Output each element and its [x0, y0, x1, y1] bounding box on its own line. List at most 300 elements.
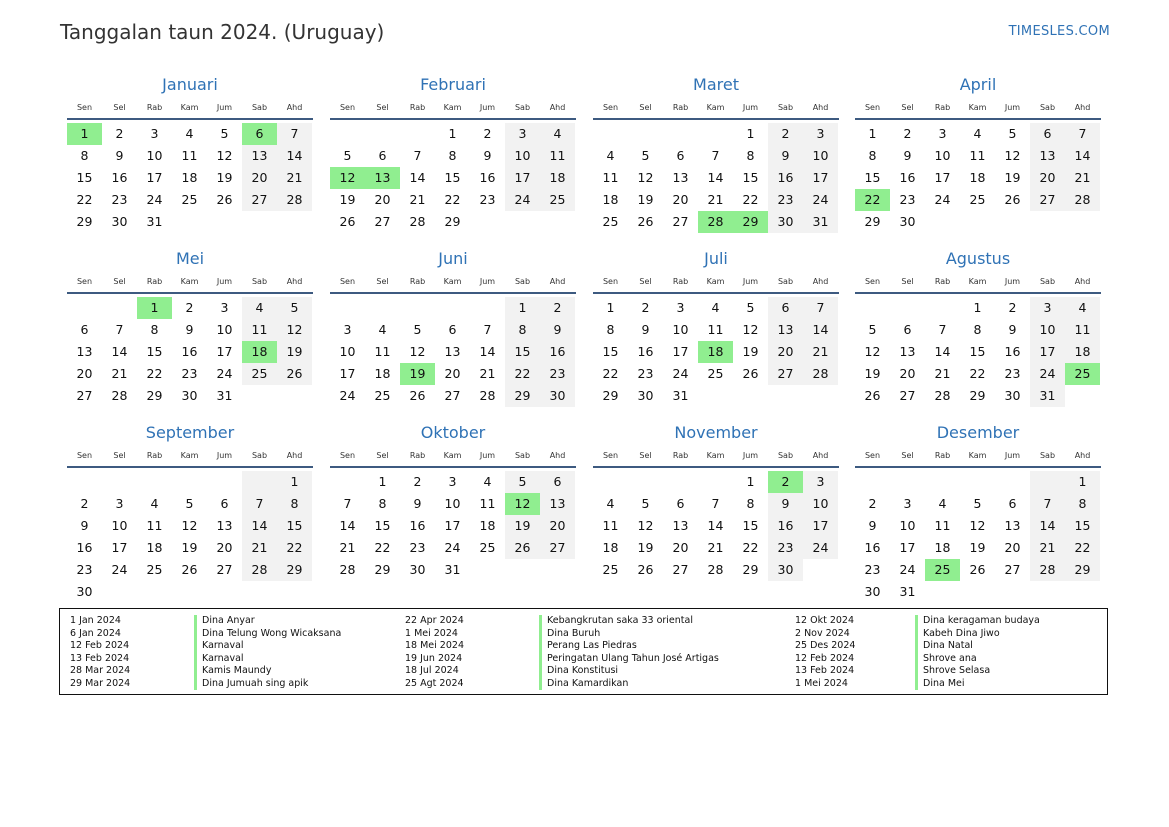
holiday-dates-column	[70, 615, 130, 690]
weekday-label: Jum	[742, 103, 759, 112]
month-name: Agustus	[945, 249, 1011, 268]
day-cell: 11	[934, 518, 951, 533]
holiday-name: Karnaval	[194, 653, 341, 666]
holiday-date: 2 Nov 2024	[795, 627, 850, 639]
day-cell: 29	[969, 388, 986, 403]
holiday-date: 19 Jun 2024	[405, 652, 463, 664]
day-cell: 9	[768, 493, 803, 515]
day-cell: 16	[637, 344, 654, 359]
empty-cell	[242, 581, 277, 603]
day-cell: 16	[899, 170, 916, 185]
day-cell: 9	[185, 322, 194, 337]
day-cell: 3	[676, 300, 685, 315]
day-cell: 23	[409, 540, 426, 555]
day-cell: 31	[899, 584, 916, 599]
weekday-label: Sab	[514, 277, 531, 286]
day-cell: 7	[343, 496, 352, 511]
holiday-name: Kebangkrutan saka 33 oriental	[539, 615, 719, 628]
day-cell: 22	[602, 366, 619, 381]
day-cell: 2	[413, 474, 422, 489]
month-juli	[593, 246, 839, 407]
weekday-label: Jum	[479, 103, 496, 112]
day-cell: 28	[339, 562, 356, 577]
day-cell: 10	[339, 344, 356, 359]
empty-cell	[172, 471, 207, 493]
day-cell: 30	[111, 214, 128, 229]
day-cell: 26	[181, 562, 198, 577]
month-name: Januari	[162, 75, 218, 94]
day-cell: 25	[969, 192, 986, 207]
day-cell: 28	[934, 388, 951, 403]
day-cell: 26	[864, 388, 881, 403]
day-cell: 20	[672, 192, 689, 207]
empty-cell	[102, 581, 137, 603]
day-cell: 27	[216, 562, 233, 577]
empty-cell	[733, 385, 768, 407]
day-cell: 5	[641, 496, 650, 511]
day-cell: 4	[938, 496, 947, 511]
weekday-label: Jum	[216, 103, 233, 112]
day-cell: 14	[803, 319, 838, 341]
weekday-label: Sab	[514, 103, 531, 112]
day-cell: 15	[76, 170, 93, 185]
day-cell: 8	[868, 148, 877, 163]
holiday-names-column	[915, 615, 1040, 690]
day-cell: 17	[934, 170, 951, 185]
day-cell: 26	[637, 562, 654, 577]
holiday-date: 29 Mar 2024	[70, 677, 131, 689]
month-name: Oktober	[420, 423, 486, 442]
weekday-header	[855, 98, 1101, 120]
day-cell: 26	[277, 363, 312, 385]
empty-cell	[995, 581, 1030, 603]
day-cell: 15	[374, 518, 391, 533]
empty-cell	[925, 581, 960, 603]
day-cell: 21	[934, 366, 951, 381]
day-cell: 9	[903, 148, 912, 163]
day-cell: 6	[1030, 123, 1065, 145]
weekday-label: Kam	[443, 277, 462, 286]
empty-cell	[698, 123, 733, 145]
day-cell: 30	[768, 559, 803, 581]
day-cell: 9	[483, 148, 492, 163]
day-cell: 2	[1008, 300, 1017, 315]
day-cell: 31	[803, 211, 838, 233]
day-cell: 7	[483, 322, 492, 337]
month-agustus	[855, 246, 1101, 407]
weekday-label: Jum	[1004, 103, 1021, 112]
day-cell: 12	[216, 148, 233, 163]
day-cell: 5	[343, 148, 352, 163]
day-cell: 19	[742, 344, 759, 359]
day-cell: 7	[115, 322, 124, 337]
day-cell: 7	[413, 148, 422, 163]
day-cell: 16	[76, 540, 93, 555]
month-februari	[330, 72, 576, 233]
holiday-day-cell: 1	[137, 297, 172, 319]
day-cell: 10	[444, 496, 461, 511]
day-cell: 31	[1030, 385, 1065, 407]
day-cell: 24	[505, 189, 540, 211]
weekday-label: Ahd	[549, 277, 566, 286]
empty-cell	[67, 297, 102, 319]
day-cell: 1	[378, 474, 387, 489]
weekday-header	[855, 446, 1101, 468]
day-cell: 26	[637, 214, 654, 229]
day-cell: 6	[676, 148, 685, 163]
day-cell: 25	[242, 363, 277, 385]
weekday-label: Jum	[479, 277, 496, 286]
day-cell: 11	[540, 145, 575, 167]
day-cell: 16	[540, 341, 575, 363]
day-cell: 28	[1030, 559, 1065, 581]
empty-cell	[470, 297, 505, 319]
day-cell: 26	[216, 192, 233, 207]
empty-cell	[172, 581, 207, 603]
day-cell: 28	[803, 363, 838, 385]
day-cell: 27	[899, 388, 916, 403]
weekday-header	[330, 98, 576, 120]
day-cell: 19	[637, 192, 654, 207]
month-maret	[593, 72, 839, 233]
holiday-day-cell: 2	[768, 471, 803, 493]
day-cell: 18	[1065, 341, 1100, 363]
day-cell: 18	[602, 192, 619, 207]
day-cell: 3	[115, 496, 124, 511]
day-cell: 25	[181, 192, 198, 207]
month-name: Juni	[438, 249, 468, 268]
day-cell: 15	[742, 170, 759, 185]
day-cell: 23	[637, 366, 654, 381]
day-cell: 24	[672, 366, 689, 381]
holiday-date: 25 Agt 2024	[405, 677, 464, 689]
day-cell: 15	[969, 344, 986, 359]
day-cell: 4	[378, 322, 387, 337]
day-cell: 28	[707, 562, 724, 577]
day-cell: 8	[277, 493, 312, 515]
day-cell: 17	[803, 167, 838, 189]
holiday-day-cell: 12	[505, 493, 540, 515]
holiday-day-cell: 22	[855, 189, 890, 211]
weekday-header	[67, 98, 313, 120]
weekday-label: Sen	[864, 451, 881, 460]
day-cell: 27	[444, 388, 461, 403]
holiday-name: Dina Natal	[915, 640, 1040, 653]
day-cell: 3	[803, 471, 838, 493]
holiday-day-cell: 18	[242, 341, 277, 363]
day-cell: 26	[742, 366, 759, 381]
day-cell: 18	[181, 170, 198, 185]
holiday-date: 28 Mar 2024	[70, 665, 131, 676]
day-cell: 30	[768, 211, 803, 233]
day-cell: 7	[1030, 493, 1065, 515]
month-name: September	[145, 423, 235, 442]
day-cell: 10	[803, 493, 838, 515]
day-cell: 22	[505, 363, 540, 385]
empty-cell	[803, 559, 838, 581]
weekday-label: Kam	[968, 451, 987, 460]
day-cell: 4	[973, 126, 982, 141]
weekday-label: Rab	[146, 277, 163, 286]
empty-cell	[277, 385, 312, 407]
day-cell: 1	[746, 126, 755, 141]
day-cell: 13	[672, 170, 689, 185]
empty-cell	[1065, 385, 1100, 407]
day-cell: 14	[242, 515, 277, 537]
day-cell: 3	[448, 474, 457, 489]
day-cell: 25	[602, 562, 619, 577]
day-cell: 3	[220, 300, 229, 315]
empty-cell	[803, 385, 838, 407]
weekday-label: Jum	[1004, 451, 1021, 460]
day-cell: 23	[768, 537, 803, 559]
day-cell: 22	[76, 192, 93, 207]
day-cell: 7	[938, 322, 947, 337]
empty-cell	[1030, 211, 1065, 233]
day-cell: 14	[707, 518, 724, 533]
empty-cell	[277, 581, 312, 603]
day-cell: 7	[711, 148, 720, 163]
day-cell: 12	[409, 344, 426, 359]
holiday-name: Perang Las Piedras	[539, 640, 719, 653]
day-cell: 2	[641, 300, 650, 315]
day-cell: 20	[768, 341, 803, 363]
empty-cell	[960, 471, 995, 493]
day-cell: 4	[711, 300, 720, 315]
day-cell: 14	[934, 344, 951, 359]
day-cell: 28	[479, 388, 496, 403]
days-grid	[330, 297, 576, 407]
day-cell: 21	[1030, 537, 1065, 559]
holiday-names-column	[539, 615, 719, 690]
day-cell: 24	[444, 540, 461, 555]
day-cell: 14	[479, 344, 496, 359]
empty-cell	[102, 297, 137, 319]
day-cell: 30	[409, 562, 426, 577]
empty-cell	[505, 211, 540, 233]
holiday-name: Dina Jumuah sing apik	[194, 678, 341, 691]
holiday-day-cell: 18	[698, 341, 733, 363]
holiday-date: 12 Feb 2024	[70, 640, 130, 651]
weekday-header	[330, 446, 576, 468]
day-cell: 4	[540, 123, 575, 145]
day-cell: 23	[181, 366, 198, 381]
day-cell: 23	[111, 192, 128, 207]
weekday-label: Sab	[514, 451, 531, 460]
day-cell: 12	[637, 518, 654, 533]
weekday-label: Sen	[339, 277, 356, 286]
day-cell: 22	[277, 537, 312, 559]
weekday-label: Sab	[1039, 451, 1056, 460]
weekday-label: Rab	[672, 103, 689, 112]
day-cell: 7	[711, 496, 720, 511]
holiday-day-cell: 1	[67, 123, 102, 145]
day-cell: 26	[339, 214, 356, 229]
day-cell: 6	[903, 322, 912, 337]
day-cell: 7	[277, 123, 312, 145]
day-cell: 16	[768, 515, 803, 537]
day-cell: 29	[505, 385, 540, 407]
empty-cell	[365, 123, 400, 145]
day-cell: 12	[1004, 148, 1021, 163]
empty-cell	[330, 123, 365, 145]
day-cell: 17	[899, 540, 916, 555]
day-cell: 2	[768, 123, 803, 145]
day-cell: 23	[540, 363, 575, 385]
weekday-label: Ahd	[549, 451, 566, 460]
day-cell: 20	[540, 515, 575, 537]
day-cell: 8	[746, 148, 755, 163]
holiday-date: 1 Mei 2024	[795, 677, 848, 689]
weekday-label: Sen	[864, 277, 881, 286]
day-cell: 10	[505, 145, 540, 167]
day-cell: 13	[1030, 145, 1065, 167]
day-cell: 22	[146, 366, 163, 381]
weekday-label: Sen	[602, 103, 619, 112]
day-cell: 14	[339, 518, 356, 533]
month-name: Februari	[420, 75, 486, 94]
holiday-name: Shrove Selasa	[915, 665, 1040, 678]
holiday-name: Dina Mei	[915, 678, 1040, 691]
weekday-label: Sen	[76, 103, 93, 112]
empty-cell	[330, 471, 365, 493]
empty-cell	[698, 385, 733, 407]
day-cell: 12	[277, 319, 312, 341]
day-cell: 2	[185, 300, 194, 315]
day-cell: 4	[242, 297, 277, 319]
empty-cell	[505, 559, 540, 581]
weekday-label: Kam	[968, 103, 987, 112]
weekday-label: Jum	[742, 277, 759, 286]
month-name: April	[959, 75, 997, 94]
day-cell: 13	[444, 344, 461, 359]
weekday-label: Kam	[180, 277, 199, 286]
day-cell: 23	[1004, 366, 1021, 381]
day-cell: 15	[1065, 515, 1100, 537]
day-cell: 11	[602, 518, 619, 533]
month-name: Maret	[693, 75, 739, 94]
day-cell: 3	[938, 126, 947, 141]
day-cell: 24	[899, 562, 916, 577]
day-cell: 17	[339, 366, 356, 381]
day-cell: 22	[742, 192, 759, 207]
brand-link[interactable]: TIMESLES.COM	[1008, 24, 1110, 39]
weekday-label: Sel	[639, 277, 652, 286]
empty-cell	[207, 581, 242, 603]
day-cell: 20	[1030, 167, 1065, 189]
empty-cell	[1030, 581, 1065, 603]
holiday-date: 1 Mei 2024	[405, 627, 458, 639]
weekday-header	[67, 446, 313, 468]
day-cell: 15	[277, 515, 312, 537]
day-cell: 21	[707, 540, 724, 555]
day-cell: 22	[374, 540, 391, 555]
day-cell: 1	[448, 126, 457, 141]
day-cell: 24	[1030, 363, 1065, 385]
day-cell: 29	[1065, 559, 1100, 581]
empty-cell	[890, 471, 925, 493]
day-cell: 11	[374, 344, 391, 359]
month-november	[593, 420, 839, 581]
empty-cell	[137, 471, 172, 493]
holiday-list	[59, 608, 1108, 695]
empty-cell	[925, 471, 960, 493]
days-grid	[330, 471, 576, 581]
empty-cell	[855, 297, 890, 319]
empty-cell	[277, 211, 312, 233]
day-cell: 2	[483, 126, 492, 141]
day-cell: 5	[1008, 126, 1017, 141]
day-cell: 6	[1008, 496, 1017, 511]
day-cell: 27	[672, 562, 689, 577]
day-cell: 3	[343, 322, 352, 337]
day-cell: 3	[150, 126, 159, 141]
weekday-label: Sel	[901, 103, 914, 112]
weekday-header	[855, 272, 1101, 294]
day-cell: 12	[637, 170, 654, 185]
empty-cell	[172, 211, 207, 233]
weekday-label: Rab	[409, 451, 426, 460]
weekday-label: Sen	[339, 103, 356, 112]
day-cell: 9	[413, 496, 422, 511]
day-cell: 6	[768, 297, 803, 319]
day-cell: 2	[540, 297, 575, 319]
day-cell: 13	[1004, 518, 1021, 533]
day-cell: 6	[220, 496, 229, 511]
weekday-label: Jum	[216, 451, 233, 460]
month-april	[855, 72, 1101, 233]
holiday-date: 18 Mei 2024	[405, 640, 464, 651]
day-cell: 21	[1065, 167, 1100, 189]
day-cell: 13	[899, 344, 916, 359]
day-cell: 26	[505, 537, 540, 559]
day-cell: 29	[146, 388, 163, 403]
day-cell: 10	[111, 518, 128, 533]
day-cell: 15	[444, 170, 461, 185]
day-cell: 9	[641, 322, 650, 337]
day-cell: 1	[606, 300, 615, 315]
day-cell: 6	[676, 496, 685, 511]
day-cell: 20	[242, 167, 277, 189]
day-cell: 2	[903, 126, 912, 141]
day-cell: 10	[803, 145, 838, 167]
day-cell: 31	[444, 562, 461, 577]
weekday-label: Jum	[479, 451, 496, 460]
weekday-label: Sel	[376, 277, 389, 286]
days-grid	[67, 123, 313, 233]
day-cell: 15	[602, 344, 619, 359]
empty-cell	[365, 297, 400, 319]
day-cell: 24	[803, 537, 838, 559]
day-cell: 17	[111, 540, 128, 555]
day-cell: 21	[242, 537, 277, 559]
month-name: Juli	[704, 249, 728, 268]
day-cell: 11	[479, 496, 496, 511]
holiday-day-cell: 13	[365, 167, 400, 189]
day-cell: 27	[374, 214, 391, 229]
holiday-name: Dina Kamardikan	[539, 678, 719, 691]
day-cell: 13	[76, 344, 93, 359]
empty-cell	[540, 211, 575, 233]
day-cell: 28	[409, 214, 426, 229]
day-cell: 5	[413, 322, 422, 337]
weekday-label: Kam	[968, 277, 987, 286]
day-cell: 23	[899, 192, 916, 207]
empty-cell	[925, 297, 960, 319]
holiday-name: Karnaval	[194, 640, 341, 653]
weekday-label: Ahd	[286, 103, 303, 112]
day-cell: 7	[803, 297, 838, 319]
